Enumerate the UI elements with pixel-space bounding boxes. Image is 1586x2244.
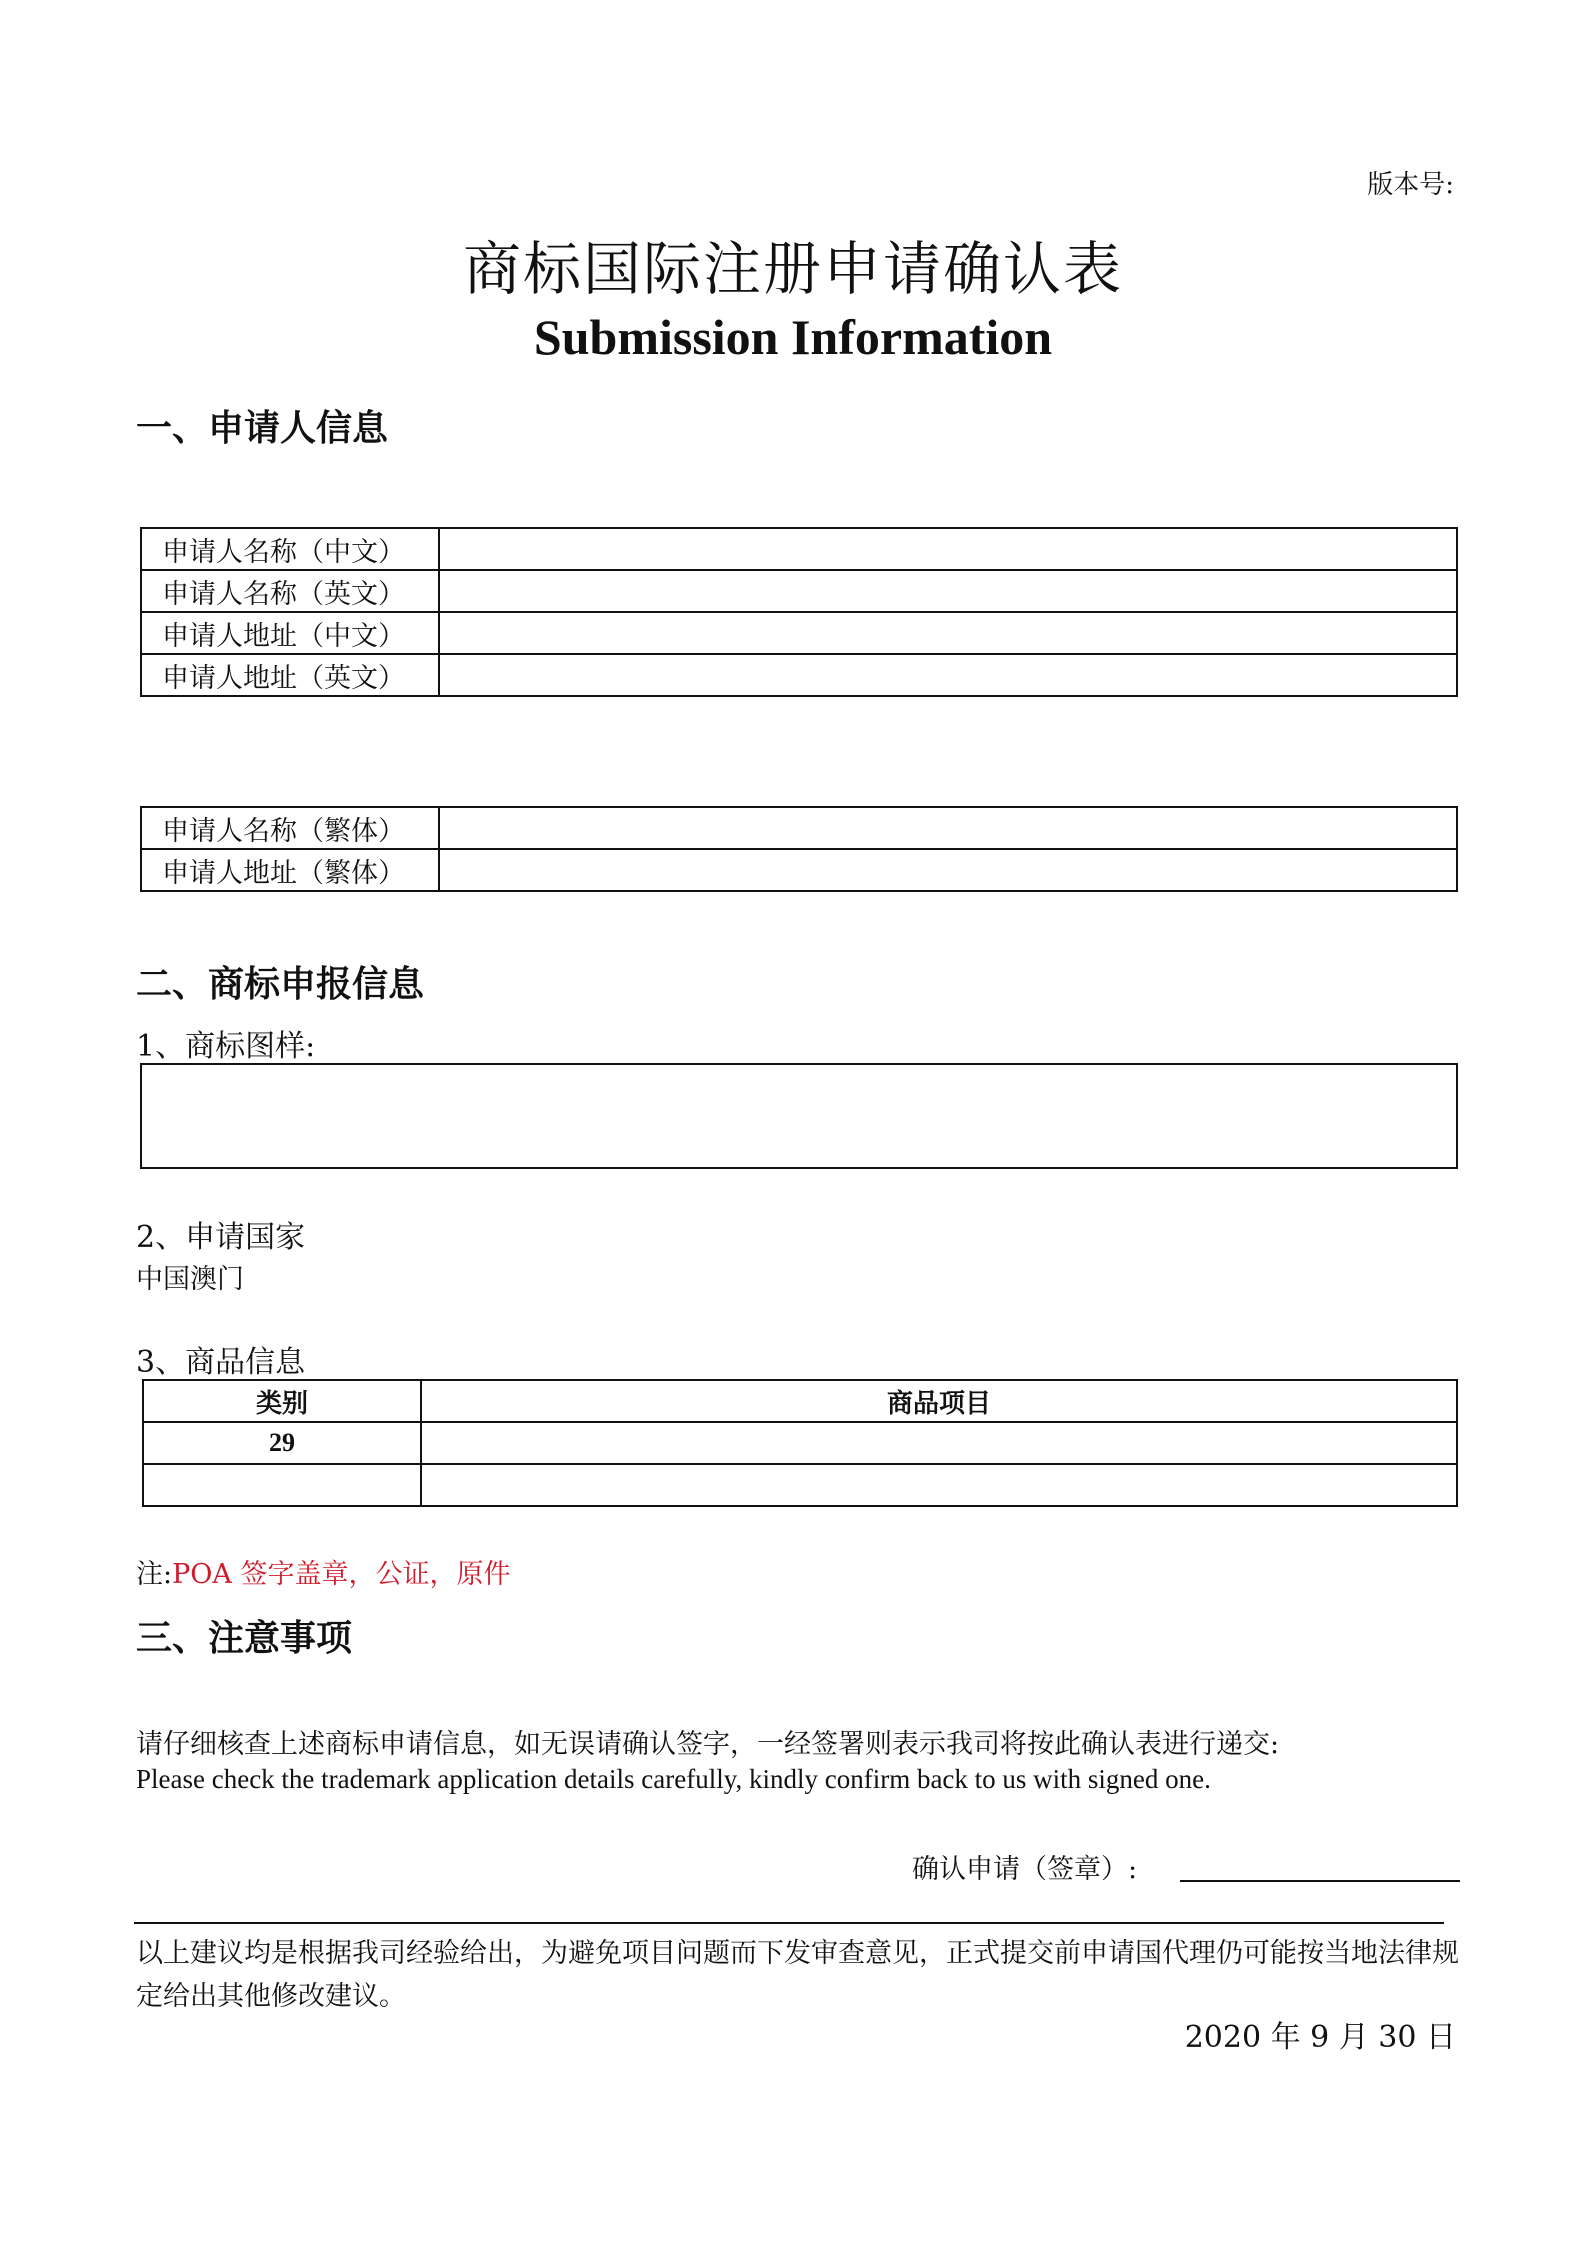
instructions-cn: 请仔细核查上述商标申请信息，如无误请确认签字，一经签署则表示我司将按此确认表进行递交: xyxy=(136,1729,1280,1760)
field-label: 申请人地址（繁体） xyxy=(141,849,439,891)
applicant-name-en-field[interactable] xyxy=(439,570,1457,612)
table-row xyxy=(141,807,1457,849)
note xyxy=(136,1552,511,1591)
disclaimer: 以上建议均是根据我司经验给出，为避免项目问题而下发审查意见，正式提交前申请国代理仍可能按当地法律规定给出其他修改建议。 xyxy=(136,1938,1459,2012)
table-row xyxy=(141,528,1457,570)
column-header-class: 类别 xyxy=(143,1380,421,1422)
confirm-signature-label: 确认申请（签章）: xyxy=(912,1854,1138,1885)
note-text: POA 签字盖章，公证，原件 xyxy=(172,1559,511,1590)
applicant-address-en-field[interactable] xyxy=(439,654,1457,696)
country-value: 中国澳门 xyxy=(136,1264,244,1295)
applicant-name-tc-field[interactable] xyxy=(439,807,1457,849)
applicant-address-cn-field[interactable] xyxy=(439,612,1457,654)
field-label: 申请人名称（繁体） xyxy=(141,807,439,849)
goods-class-cell[interactable]: 29 xyxy=(143,1422,421,1464)
applicant-table-traditional xyxy=(140,806,1458,892)
country-label: 2、申请国家 xyxy=(136,1220,306,1255)
applicant-address-tc-field[interactable] xyxy=(439,849,1457,891)
section-title-trademark: 二、商标申报信息 xyxy=(136,963,425,1005)
applicant-table-main xyxy=(140,527,1458,697)
column-header-items: 商品项目 xyxy=(421,1380,1457,1422)
goods-items-cell[interactable] xyxy=(421,1422,1457,1464)
table-row xyxy=(141,570,1457,612)
field-label: 申请人地址（中文） xyxy=(141,612,439,654)
goods-class-cell[interactable] xyxy=(143,1464,421,1506)
page-title-en: Submission Information xyxy=(533,309,1053,365)
page-title-cn: 商标国际注册申请确认表 xyxy=(462,235,1123,303)
note-prefix: 注: xyxy=(136,1559,173,1590)
table-row xyxy=(141,849,1457,891)
section-title-notes: 三、注意事项 xyxy=(136,1617,353,1659)
table-row xyxy=(141,612,1457,654)
goods-label: 3、商品信息 xyxy=(136,1345,306,1380)
logo-label: 1、商标图样: xyxy=(136,1029,316,1064)
table-row xyxy=(143,1422,1457,1464)
document-date: 2020 年 9 月 30 日 xyxy=(1184,2020,1456,2055)
section-title-applicant: 一、申请人信息 xyxy=(136,407,389,449)
version-label: 版本号: xyxy=(1367,170,1454,200)
table-row xyxy=(143,1464,1457,1506)
field-label: 申请人地址（英文） xyxy=(141,654,439,696)
field-label: 申请人名称（中文） xyxy=(141,528,439,570)
table-header-row xyxy=(143,1380,1457,1422)
signature-line[interactable] xyxy=(1180,1880,1460,1882)
table-row xyxy=(141,654,1457,696)
trademark-logo-box[interactable] xyxy=(140,1063,1458,1169)
applicant-name-cn-field[interactable] xyxy=(439,528,1457,570)
goods-items-cell[interactable] xyxy=(421,1464,1457,1506)
field-label: 申请人名称（英文） xyxy=(141,570,439,612)
instructions-en: Please check the trademark application details carefully, kindly confirm back to us with signed one. xyxy=(136,1764,1211,1794)
divider xyxy=(134,1922,1444,1924)
goods-table xyxy=(142,1379,1458,1507)
